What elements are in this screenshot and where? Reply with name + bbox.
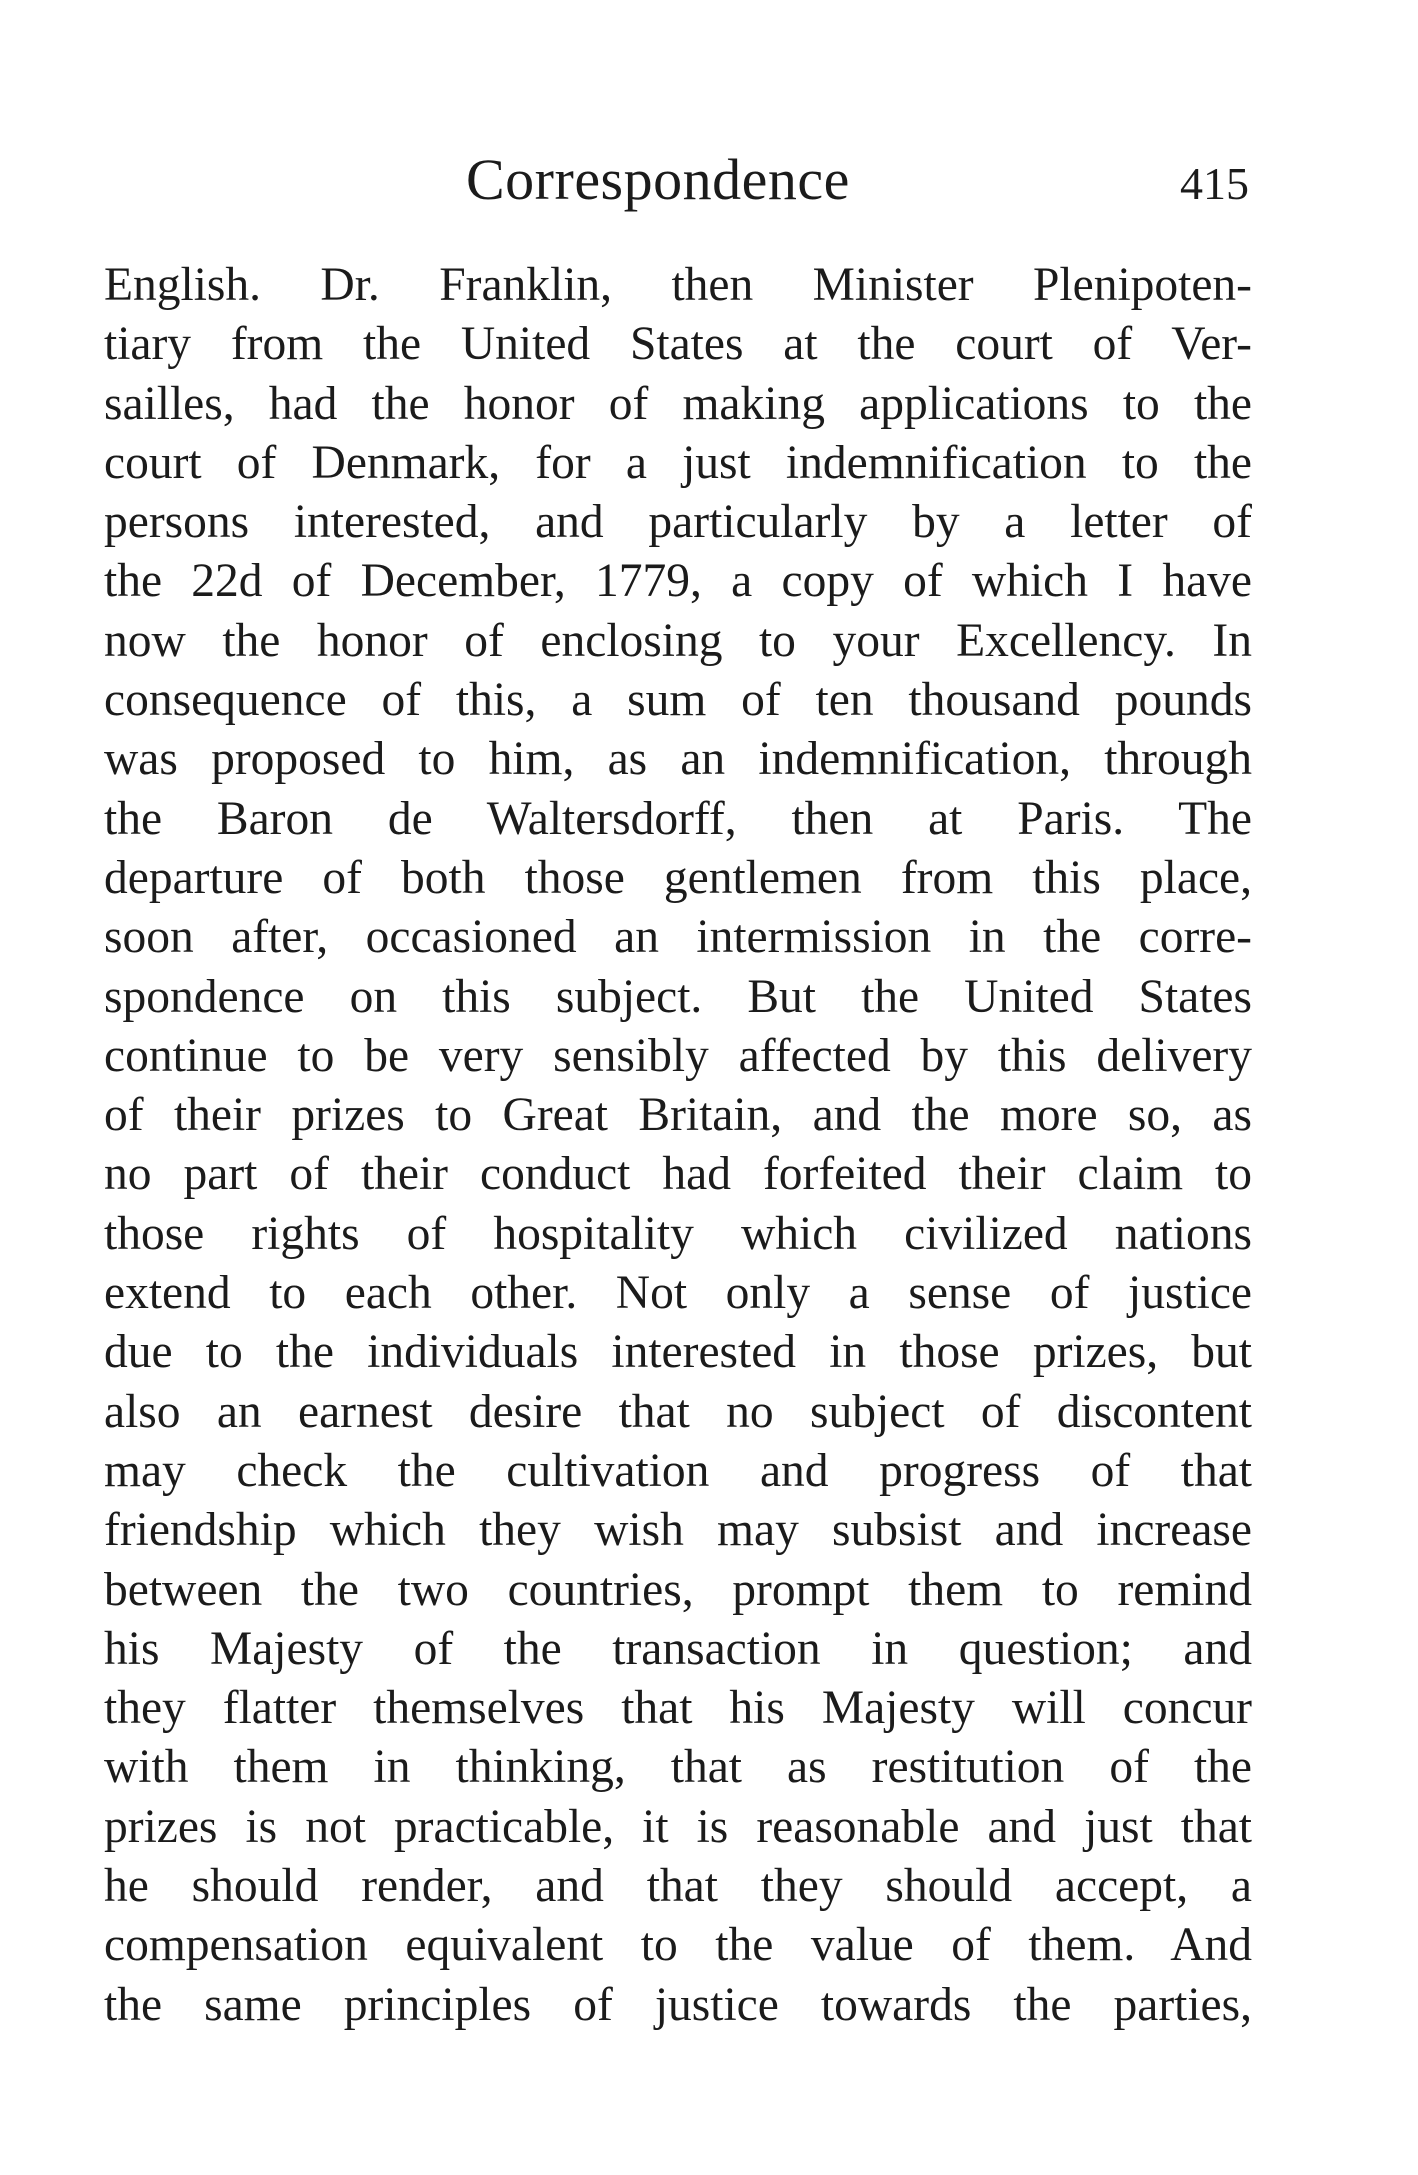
text-line: sailles, had the honor of making applications to the [104,377,1252,430]
text-line: extend to each other. Not only a sense of justice [104,1267,1252,1320]
text-line: now the honor of enclosing to your Excellency. In [104,614,1252,667]
text-line: he should render, and that they should accept, a [104,1860,1252,1913]
text-line: between the two countries, prompt them to remind [104,1563,1252,1616]
text-line: friendship which they wish may subsist and increase [104,1504,1252,1557]
text-line: was proposed to him, as an indemnification, through [104,733,1252,786]
text-line: spondence on this subject. But the United States [104,970,1252,1023]
text-line: the 22d of December, 1779, a copy of which I have [104,555,1252,608]
text-line: tiary from the United States at the court of Ver- [104,318,1252,371]
text-line: due to the individuals interested in those prizes, but [104,1326,1252,1379]
text-line: consequence of this, a sum of ten thousand pounds [104,674,1252,727]
text-line: the Baron de Waltersdorff, then at Paris. The [104,792,1252,845]
running-head [0,140,1418,220]
text-line: English. Dr. Franklin, then Minister Plenipoten- [104,259,1252,311]
text-line: also an earnest desire that no subject of discontent [104,1385,1252,1438]
text-line: of their prizes to Great Britain, and the more so, as [104,1089,1252,1142]
text-line: his Majesty of the transaction in question; and [104,1622,1252,1675]
running-title: Correspondence [466,147,850,212]
text-line: those rights of hospitality which civilized nations [104,1207,1252,1260]
text-line: with them in thinking, that as restitution of the [104,1741,1252,1794]
text-line: compensation equivalent to the value of them. And [104,1919,1252,1972]
body-text [104,256,1252,2035]
text-line: the same principles of justice towards the parties, [104,1978,1252,2031]
text-line: court of Denmark, for a just indemnification to the [104,436,1252,489]
page-number: 415 [1180,158,1249,209]
text-line: no part of their conduct had forfeited their claim to [104,1148,1252,1201]
text-line: persons interested, and particularly by a letter of [104,496,1252,549]
text-line: continue to be very sensibly affected by this delivery [104,1029,1252,1082]
text-line: prizes is not practicable, it is reasonable and just that [104,1800,1252,1853]
text-line: soon after, occasioned an intermission in the corre- [104,911,1252,964]
text-line: they flatter themselves that his Majesty will concur [104,1682,1252,1735]
text-line: may check the cultivation and progress of that [104,1444,1252,1497]
text-line: departure of both those gentlemen from this place, [104,851,1252,904]
